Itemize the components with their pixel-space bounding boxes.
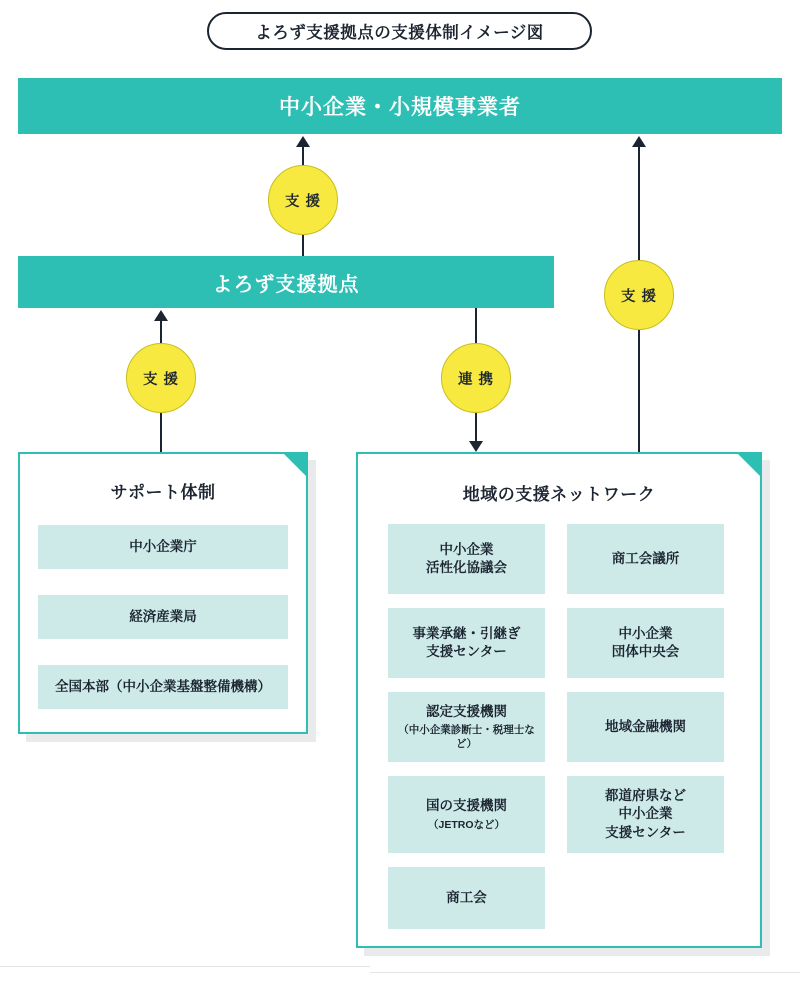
arrow-head-support-right xyxy=(632,136,646,147)
panel-support-title: サポート体制 xyxy=(110,483,216,502)
chip-network-item xyxy=(567,692,724,762)
connector-support-right: 支 援 xyxy=(604,260,674,330)
connector-support-top: 支 援 xyxy=(268,165,338,235)
chip-support-item xyxy=(38,525,288,569)
connector-support-left: 支 援 xyxy=(126,343,196,413)
chip-support-item xyxy=(38,595,288,639)
chip-network-item xyxy=(567,776,724,853)
chip-network-item xyxy=(388,692,545,762)
chip-label: 国の支援機関 xyxy=(426,798,507,814)
divider-bottom-left xyxy=(0,966,370,967)
chip-network-item xyxy=(388,524,545,594)
chip-network-item xyxy=(567,608,724,678)
panel-network-title: 地域の支援ネットワーク xyxy=(462,485,656,504)
chip-label: 中小企業 団体中央会 xyxy=(611,625,680,659)
arrow-head-support-left xyxy=(154,310,168,321)
chip-label: 認定支援機関 xyxy=(426,703,507,719)
chip-label: 地域金融機関 xyxy=(605,718,686,734)
banner-sme: 中小企業・小規模事業者 xyxy=(18,78,782,134)
chip-network-item xyxy=(567,524,724,594)
chip-label: 経済産業局 xyxy=(129,608,197,624)
arrow-head-renkei xyxy=(469,441,483,452)
banner-yorozu: よろず支援拠点 xyxy=(18,256,554,308)
chip-label: 中小企業 活性化協議会 xyxy=(426,541,507,575)
divider-bottom-right xyxy=(370,972,800,973)
chip-label: 商工会 xyxy=(446,889,487,905)
chip-label: 都道府県など 中小企業 支援センター xyxy=(605,788,686,840)
chip-sublabel: （JETROなど） xyxy=(427,818,505,831)
connector-renkei: 連 携 xyxy=(441,343,511,413)
panel-corner-icon xyxy=(284,454,306,476)
chip-support-item xyxy=(38,665,288,709)
chip-label: 商工会議所 xyxy=(611,550,680,566)
chip-label: 事業承継・引継ぎ 支援センター xyxy=(412,625,521,659)
chip-network-item xyxy=(388,776,545,853)
chip-network-item xyxy=(388,608,545,678)
panel-corner-icon xyxy=(738,454,760,476)
chip-label: 中小企業庁 xyxy=(129,538,197,554)
page-title: よろず支援拠点の支援体制イメージ図 xyxy=(207,12,592,50)
chip-label: 全国本部（中小企業基盤整備機構） xyxy=(55,678,271,694)
arrow-head-support-top xyxy=(296,136,310,147)
chip-network-item xyxy=(388,867,545,929)
chip-sublabel: （中小企業診断士・税理士など） xyxy=(398,723,535,751)
